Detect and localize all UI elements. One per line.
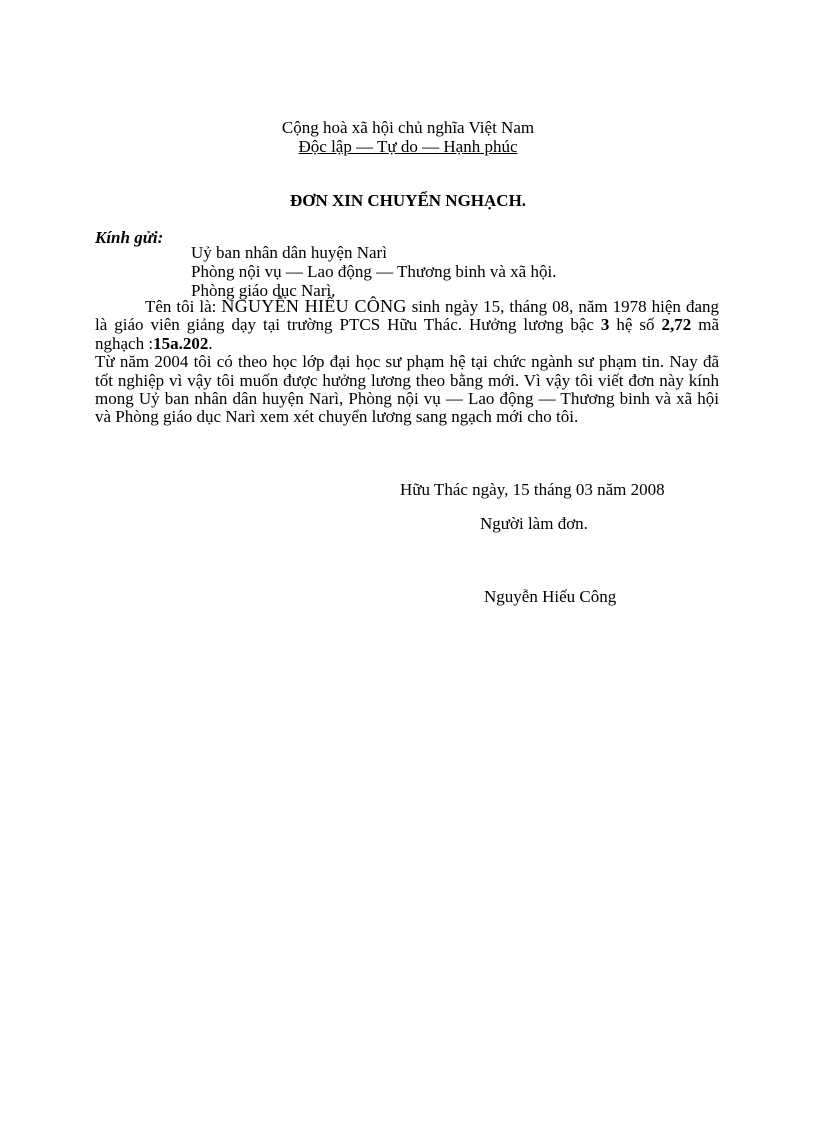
signer-name: Nguyễn Hiếu Công	[484, 587, 617, 606]
intro-details: sinh ngày 15, tháng 08, năm 1978 hiện đang là giáo viên giảng dạy tại trường PTCS Hữu Thác. Hưởng lương bậc	[95, 297, 719, 335]
document-title: ĐƠN XIN CHUYỂN NGHẠCH.	[289, 191, 527, 210]
paragraph-request: Từ năm 2004 tôi có theo học lớp đại học sư phạm hệ tại chức ngành sư phạm tin. Nay đã tốt nghiệp vì vậy tôi muốn được hưởng lương theo bằng mới. Vì vậy tôi viết đơn này kính mong Uỷ ban nhân dân huyện Narì, Phòng nội vụ — Lao động — Thương binh và xã hội và Phòng giáo dục Narì xem xét chuyển lương sang ngạch mới cho tôi.	[95, 352, 719, 427]
applicant-name-caps: NGUYỄN HIẾU CÔNG	[221, 296, 407, 316]
coefficient-label: hệ số	[609, 315, 662, 335]
intro-end: .	[208, 333, 213, 353]
national-motto	[0, 137, 816, 157]
salary-coefficient: 2,72	[661, 315, 692, 335]
greeting: Kính gửi:	[95, 228, 164, 247]
code-label: mã nghạch :	[95, 315, 719, 353]
signer-label: Người làm đơn.	[480, 514, 588, 533]
recipient-labour-office: Phòng nội vụ — Lao động — Thương binh và xã hội.	[191, 262, 557, 281]
place-and-date: Hữu Thác ngày, 15 tháng 03 năm 2008	[400, 480, 665, 499]
recipient-education-office: Phòng giáo dục Narì.	[191, 281, 336, 300]
national-title: Cộng hoà xã hội chủ nghĩa Việt Nam	[281, 118, 535, 137]
rank-code: 15a.202	[153, 333, 209, 353]
paragraph-introduction	[95, 297, 719, 353]
intro-text: Tên tôi là:	[145, 297, 222, 316]
motto-text: Độc lập — Tự do — Hạnh phúc	[298, 137, 518, 156]
letter-body	[95, 297, 719, 427]
salary-grade: 3	[600, 315, 610, 335]
recipient-district-committee: Uỷ ban nhân dân huyện Narì	[191, 243, 387, 262]
